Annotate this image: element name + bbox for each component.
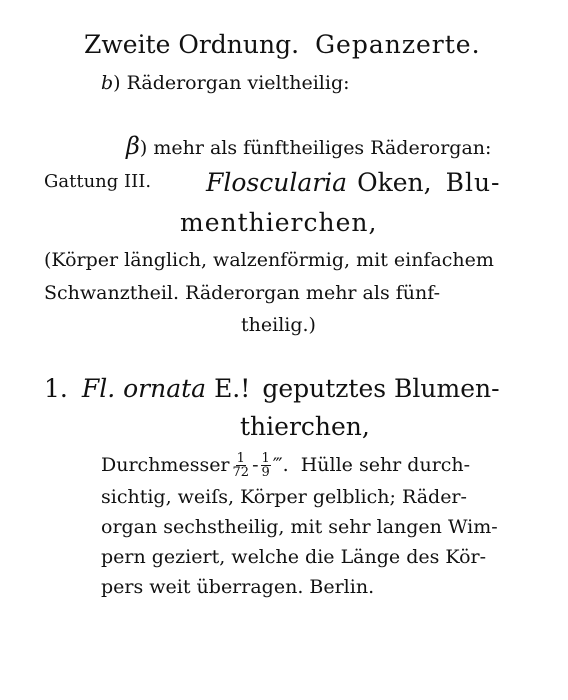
species-author: E.! xyxy=(214,374,251,403)
species-name: Fl. ornata xyxy=(81,374,207,403)
fraction-min-numerator: 1 xyxy=(236,451,245,466)
fraction-min-denominator: 72 xyxy=(232,465,250,480)
genus-description-text-3: theilig.) xyxy=(241,314,316,336)
species-line xyxy=(44,376,500,401)
genus-common-line xyxy=(180,210,377,235)
fraction-max xyxy=(261,452,271,479)
species-description-text-5: pers weit überragen. Berlin. xyxy=(101,576,375,598)
fraction-max-denominator: 9 xyxy=(261,465,270,480)
genus-description-line-3 xyxy=(241,316,316,335)
fraction-min xyxy=(232,452,251,479)
subsection-b-marker: b xyxy=(101,72,114,94)
fraction-max-numerator: 1 xyxy=(261,451,270,466)
subsection-beta-marker: β xyxy=(126,132,140,160)
species-common-line xyxy=(240,414,370,439)
genus-description-line-1 xyxy=(44,251,494,270)
species-description-line-3 xyxy=(101,518,498,537)
unit-mark: ‴. xyxy=(272,454,289,476)
genus-name: Floscularia xyxy=(206,168,348,197)
diameter-label: Durchmesser xyxy=(101,454,230,476)
subsection-beta xyxy=(126,134,491,158)
genus-common-name-part1: Blu- xyxy=(445,168,501,197)
species-description-line-2 xyxy=(101,488,467,507)
page-heading xyxy=(84,32,481,57)
genus-name-line xyxy=(206,170,501,195)
species-description-line-1 xyxy=(101,452,470,479)
order-title: Zweite Ordnung. xyxy=(84,30,300,59)
species-description-text-3: organ sechstheilig, mit sehr langen Wim- xyxy=(101,516,498,538)
genus-line xyxy=(44,173,151,191)
group-title: Gepanzerte. xyxy=(315,30,481,59)
species-description-text-4: pern geziert, welche die Länge des Kör- xyxy=(101,546,487,568)
species-description-line-5 xyxy=(101,578,374,597)
genus-author: Oken, xyxy=(357,168,432,197)
genus-description-text-1: (Körper länglich, walzenförmig, mit einfachem xyxy=(44,249,494,271)
genus-description-text-2: Schwanztheil. Räderorgan mehr als fünf- xyxy=(44,282,441,304)
genus-description-line-2 xyxy=(44,284,440,303)
species-common-name-part2: thierchen, xyxy=(240,412,370,441)
species-description-text-2: sichtig, weiſs, Körper gelblich; Räder- xyxy=(101,486,467,508)
genus-common-name-part2: menthierchen, xyxy=(180,208,378,237)
subsection-beta-text: ) mehr als fünftheiliges Räderorgan: xyxy=(139,137,492,159)
range-dash: - xyxy=(252,454,259,476)
subsection-b-text: ) Räderorgan vieltheilig: xyxy=(113,72,350,94)
species-common-name-part1: geputztes Blumen- xyxy=(262,374,500,403)
species-description-line-4 xyxy=(101,548,486,567)
subsection-b xyxy=(101,74,350,93)
species-number: 1. xyxy=(44,374,68,403)
genus-label: Gattung III. xyxy=(44,171,152,192)
species-description-text-1: Hülle sehr durch- xyxy=(300,454,471,476)
